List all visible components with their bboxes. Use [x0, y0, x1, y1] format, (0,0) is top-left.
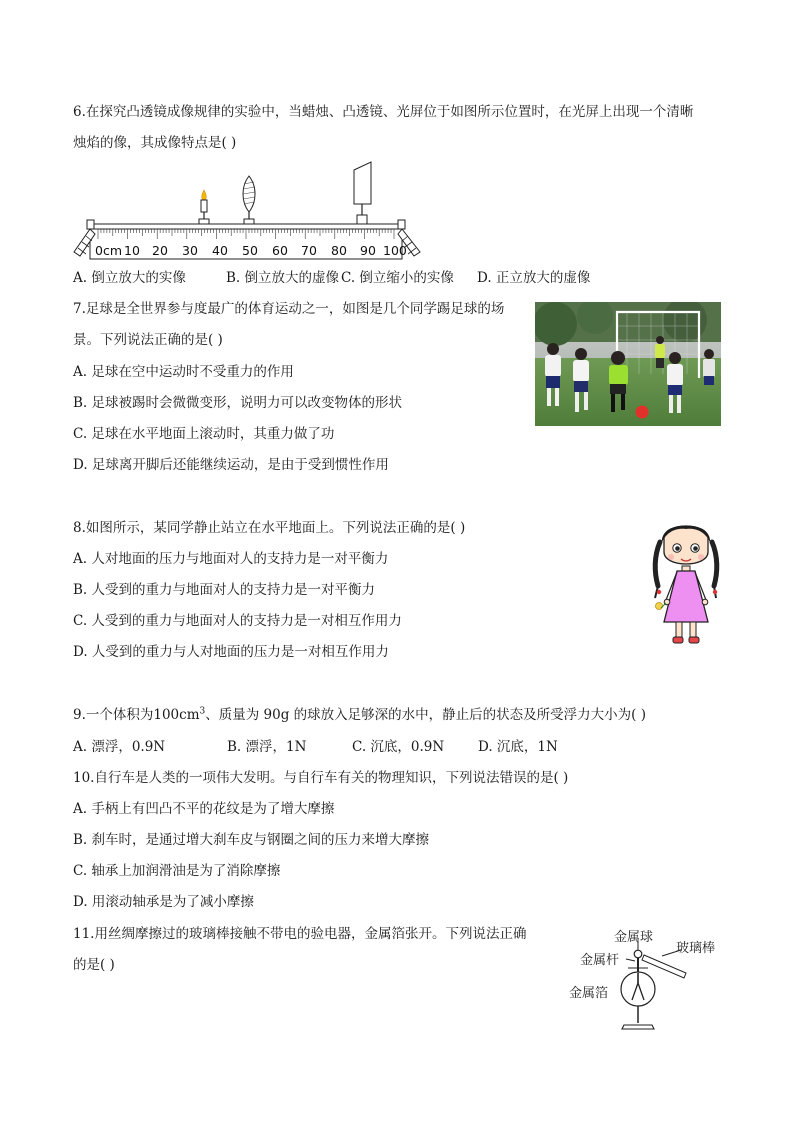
ruler-tick-40: 40 [212, 243, 228, 258]
q9-option-a[interactable]: A. 漂浮，0.9N [73, 739, 166, 755]
electroscope-base [622, 1025, 654, 1029]
q9-stem-sup: 3 [199, 706, 206, 717]
q6-option-c[interactable]: C. 倒立缩小的实像 [341, 270, 454, 286]
ruler-tick-50: 50 [242, 243, 258, 258]
glass-rod [642, 955, 686, 978]
ruler-tick-20: 20 [152, 243, 168, 258]
ruler-tick-70: 70 [301, 243, 317, 258]
ruler-unit-label: 0cm [95, 243, 123, 258]
q7-option-a[interactable]: A. 足球在空中运动时不受重力的作用 [73, 364, 294, 380]
q8-option-c[interactable]: C. 人受到的重力与地面对人的支持力是一对相互作用力 [73, 613, 402, 629]
q10-option-a[interactable]: A. 手柄上有凹凸不平的花纹是为了增大摩擦 [73, 801, 335, 817]
light-screen [354, 162, 371, 224]
q6-option-d[interactable]: D. 正立放大的虚像 [477, 270, 591, 286]
girl-figure [650, 516, 722, 646]
ruler-tick-60: 60 [272, 243, 288, 258]
q10-option-d[interactable]: D. 用滚动轴承是为了减小摩擦 [73, 894, 254, 910]
q9-stem-post: 、质量为 90g 的球放入足够深的水中，静止后的状态及所受浮力大小为( ) [205, 707, 646, 723]
electroscope-figure [566, 925, 726, 1045]
player-background [655, 336, 665, 368]
q6-stem-line2: 烛焰的像，其成像特点是( ) [73, 135, 237, 151]
football-photo [535, 302, 721, 426]
q9-stem-pre: 9.一个体积为100cm [73, 707, 200, 723]
q9-stem [73, 706, 646, 724]
ruler-tick-30: 30 [182, 243, 198, 258]
optical-bench-figure [68, 158, 433, 262]
q9-option-d[interactable]: D. 沉底，1N [478, 739, 558, 755]
ruler-tick-100: 100 [383, 243, 407, 258]
q6-option-b[interactable]: B. 倒立放大的虚像 [226, 270, 340, 286]
q10-option-b[interactable]: B. 刹车时，是通过增大刹车皮与钢圈之间的压力来增大摩擦 [73, 832, 430, 848]
ruler-tick-10: 10 [124, 243, 140, 258]
q7-stem-line2: 景。下列说法正确的是( ) [73, 332, 223, 348]
q11-stem-line2: 的是( ) [73, 957, 115, 973]
q8-option-d[interactable]: D. 人受到的重力与人对地面的压力是一对相互作用力 [73, 644, 389, 660]
q8-stem: 8.如图所示，某同学静止站立在水平地面上。下列说法正确的是( ) [73, 520, 466, 536]
bench-rail [90, 224, 402, 229]
ruler-tick-90: 90 [360, 243, 376, 258]
q10-option-c[interactable]: C. 轴承上加润滑油是为了消除摩擦 [73, 863, 281, 879]
q8-option-b[interactable]: B. 人受到的重力与地面对人的支持力是一对平衡力 [73, 582, 376, 598]
q11-stem-line1: 11.用丝绸摩擦过的玻璃棒接触不带电的验电器，金属箔张开。下列说法正确 [73, 926, 527, 942]
q10-stem: 10.自行车是人类的一项伟大发明。与自行车有关的物理知识，下列说法错误的是( ) [73, 770, 569, 786]
label-metal-foil: 金属箔 [569, 986, 609, 1001]
ruler-tick-80: 80 [331, 243, 347, 258]
q9-option-b[interactable]: B. 漂浮，1N [227, 739, 307, 755]
q6-options [73, 269, 633, 287]
q7-stem-line1: 7.足球是全世界参与度最广的体育运动之一，如图是几个同学踢足球的场 [73, 301, 505, 317]
q8-option-a[interactable]: A. 人对地面的压力与地面对人的支持力是一对平衡力 [73, 551, 389, 567]
q6-stem-line1: 6.在探究凸透镜成像规律的实验中，当蜡烛、凸透镜、光屏位于如图所示位置时，在光屏上出现一个清晰 [73, 104, 694, 120]
metal-ball [634, 950, 642, 958]
q7-option-c[interactable]: C. 足球在水平地面上滚动时，其重力做了功 [73, 426, 335, 442]
label-metal-rod: 金属杆 [580, 953, 620, 968]
label-glass-rod: 玻璃棒 [676, 941, 716, 956]
player-far-right [703, 349, 715, 385]
label-metal-ball: 金属球 [614, 930, 654, 945]
q7-option-b[interactable]: B. 足球被踢时会微微变形，说明力可以改变物体的形状 [73, 395, 403, 411]
football [636, 406, 649, 419]
candle [199, 190, 209, 224]
q7-option-d[interactable]: D. 足球离开脚后还能继续运动，是由于受到惯性作用 [73, 457, 389, 473]
q9-option-c[interactable]: C. 沉底，0.9N [352, 739, 445, 755]
q6-option-a[interactable]: A. 倒立放大的实像 [73, 270, 186, 286]
convex-lens [243, 176, 255, 224]
q9-options [73, 738, 593, 756]
